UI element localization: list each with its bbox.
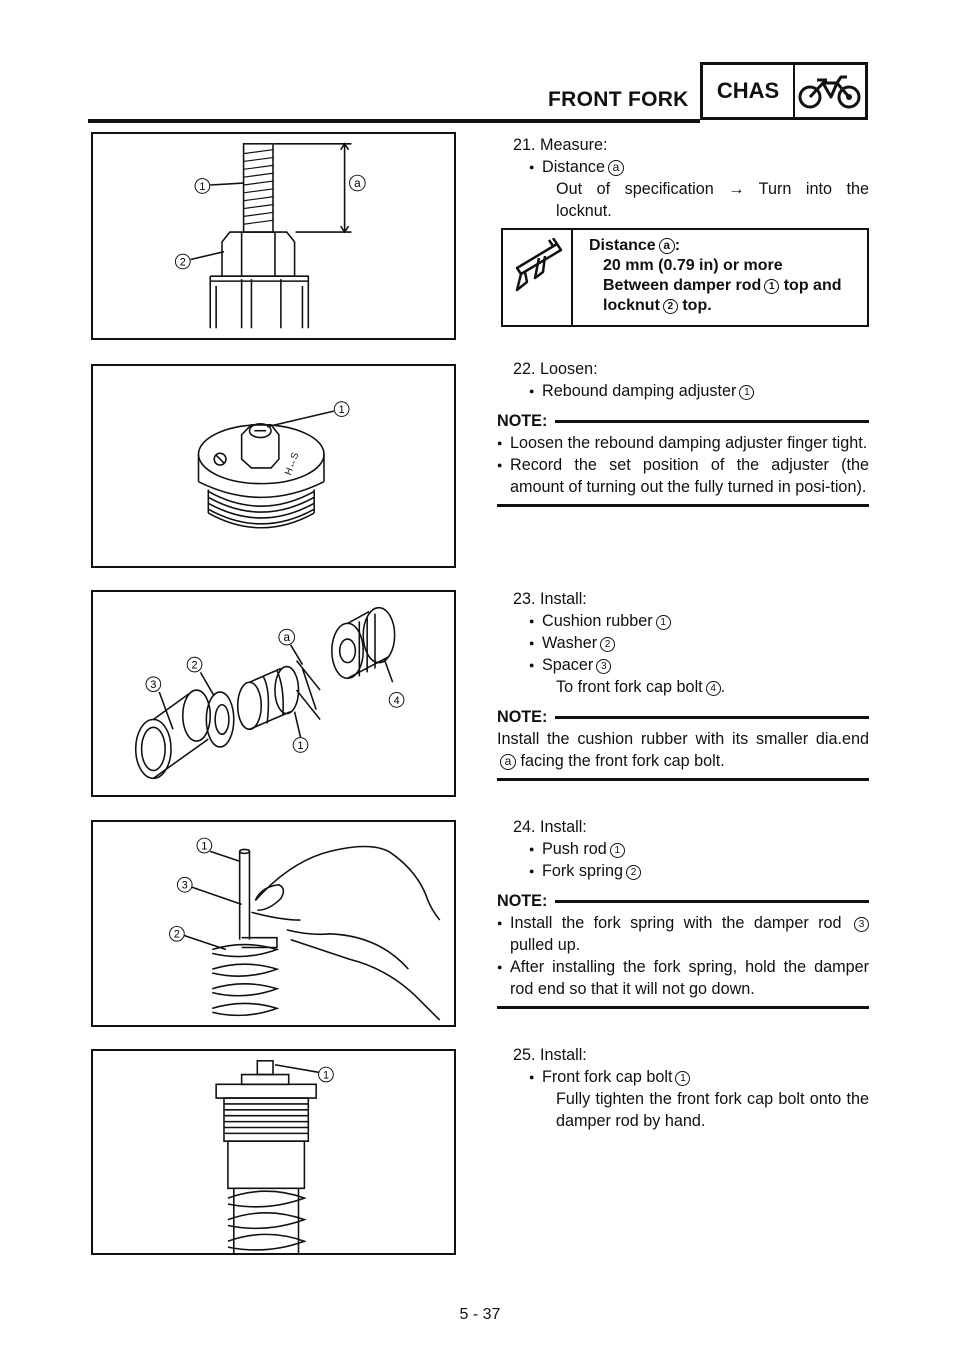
callout-2: 2: [600, 637, 615, 652]
list-item: ● Rebound damping adjuster 1: [529, 380, 869, 402]
svg-text:2: 2: [173, 928, 180, 941]
callout-a: [350, 175, 366, 191]
svg-text:2: 2: [179, 256, 186, 269]
spec-text: Distance a : 20 mm (0.79 in) or more Between damper rod 1 top and locknut 2 top.: [589, 237, 842, 314]
svg-text:a: a: [354, 176, 361, 190]
svg-text:1: 1: [338, 404, 345, 417]
callout-1: [293, 738, 308, 753]
callout-2: 2: [626, 865, 641, 880]
figure-cushion-rubber-assembly: [91, 590, 456, 797]
spec-value: 20 mm (0.79 in) or more: [603, 257, 783, 274]
step-title: 21. Measure:: [513, 136, 608, 154]
callout-a: a: [608, 160, 624, 176]
callout-4: 4: [706, 681, 721, 696]
callout-2: [175, 254, 190, 269]
callout-3: 3: [596, 659, 611, 674]
callout-4: [389, 693, 404, 708]
step-25: [497, 1044, 869, 1132]
callout-1: [319, 1067, 334, 1082]
section-badge: [700, 62, 868, 120]
section-label: CHAS: [703, 65, 795, 117]
svg-text:1: 1: [201, 840, 208, 853]
callout-2: 2: [663, 299, 678, 314]
step-title: 23. Install:: [513, 590, 587, 608]
list-item: ● Washer 2: [529, 632, 869, 654]
page-title: FRONT FORK: [548, 88, 689, 111]
callout-1: [334, 402, 349, 417]
header-rule: [88, 119, 700, 123]
note-item: ● Install the fork spring with the damper rod 3 pulled up.: [497, 912, 869, 956]
note-heading: NOTE:: [497, 410, 869, 432]
note-item: ● After installing the fork spring, hold the damper rod end so that it will not go down.: [497, 956, 869, 1000]
figure-damper-rod-distance: [91, 132, 456, 340]
list-item: ● Push rod 1: [529, 838, 869, 860]
motorcycle-icon: [795, 65, 865, 117]
callout-1: 1: [764, 279, 779, 294]
note-body: [497, 912, 869, 1009]
svg-text:2: 2: [191, 659, 198, 672]
figure-rebound-adjuster: [91, 364, 456, 568]
callout-1: 1: [675, 1071, 690, 1086]
list-item: ● Fork spring 2: [529, 860, 869, 882]
note-body: [497, 432, 869, 507]
instruction-text: Out of specification → Turn into the locknut.: [556, 180, 869, 220]
callout-2: [187, 657, 202, 672]
callout-3: [146, 677, 161, 692]
figure-fork-spring-install: [91, 820, 456, 1027]
callout-1: 1: [610, 843, 625, 858]
instruction-text: To front fork cap bolt 4 .: [556, 678, 726, 696]
svg-text:4: 4: [393, 694, 400, 707]
callout-3: [177, 877, 192, 892]
svg-text:1: 1: [297, 739, 304, 752]
callout-a: a: [500, 754, 516, 770]
step-23: [497, 588, 869, 787]
list-item: ● Front fork cap bolt 1: [529, 1066, 869, 1088]
note-heading: NOTE:: [497, 706, 869, 728]
step-22: [497, 358, 869, 513]
svg-text:3: 3: [150, 679, 157, 692]
callout-2: [170, 926, 185, 941]
svg-text:1: 1: [199, 180, 206, 193]
instruction-text: Fully tighten the front fork cap bolt onto the damper rod by hand.: [556, 1090, 869, 1130]
list-item: ● Spacer 3: [529, 654, 869, 676]
page-number: 5 - 37: [459, 1306, 501, 1323]
callout-1: 1: [656, 615, 671, 630]
svg-text:a: a: [283, 631, 291, 645]
note-item: ● Loosen the rebound damping adjuster finger tight.: [497, 432, 869, 454]
note-heading: NOTE:: [497, 890, 869, 912]
figure-cap-bolt-install: [91, 1049, 456, 1255]
svg-text:3: 3: [181, 879, 188, 892]
step-title: 24. Install:: [513, 818, 587, 836]
note-body: Install the cushion rubber with its smaller dia.end a facing the front fork cap bolt.: [497, 728, 869, 781]
svg-text:H↔S: H↔S: [283, 451, 302, 477]
note-item: ● Record the set position of the adjuster (the amount of turning out the fully turned in posi-tion).: [497, 454, 869, 498]
step-21: [497, 134, 869, 222]
svg-text:1: 1: [322, 1069, 329, 1082]
step-title: 22. Loosen:: [513, 360, 598, 378]
callout-3: 3: [854, 917, 869, 932]
callout-1: [195, 179, 210, 194]
callout-1: [197, 838, 212, 853]
spec-box: [501, 228, 869, 327]
step-24: [497, 816, 869, 1015]
list-item: ● Cushion rubber 1: [529, 610, 869, 632]
callout-a: [279, 629, 295, 645]
step-title: 25. Install:: [513, 1046, 587, 1064]
callout-a: a: [659, 238, 675, 254]
list-item: ● Distance a: [529, 156, 869, 178]
callout-1: 1: [739, 385, 754, 400]
caliper-icon: [503, 230, 573, 325]
